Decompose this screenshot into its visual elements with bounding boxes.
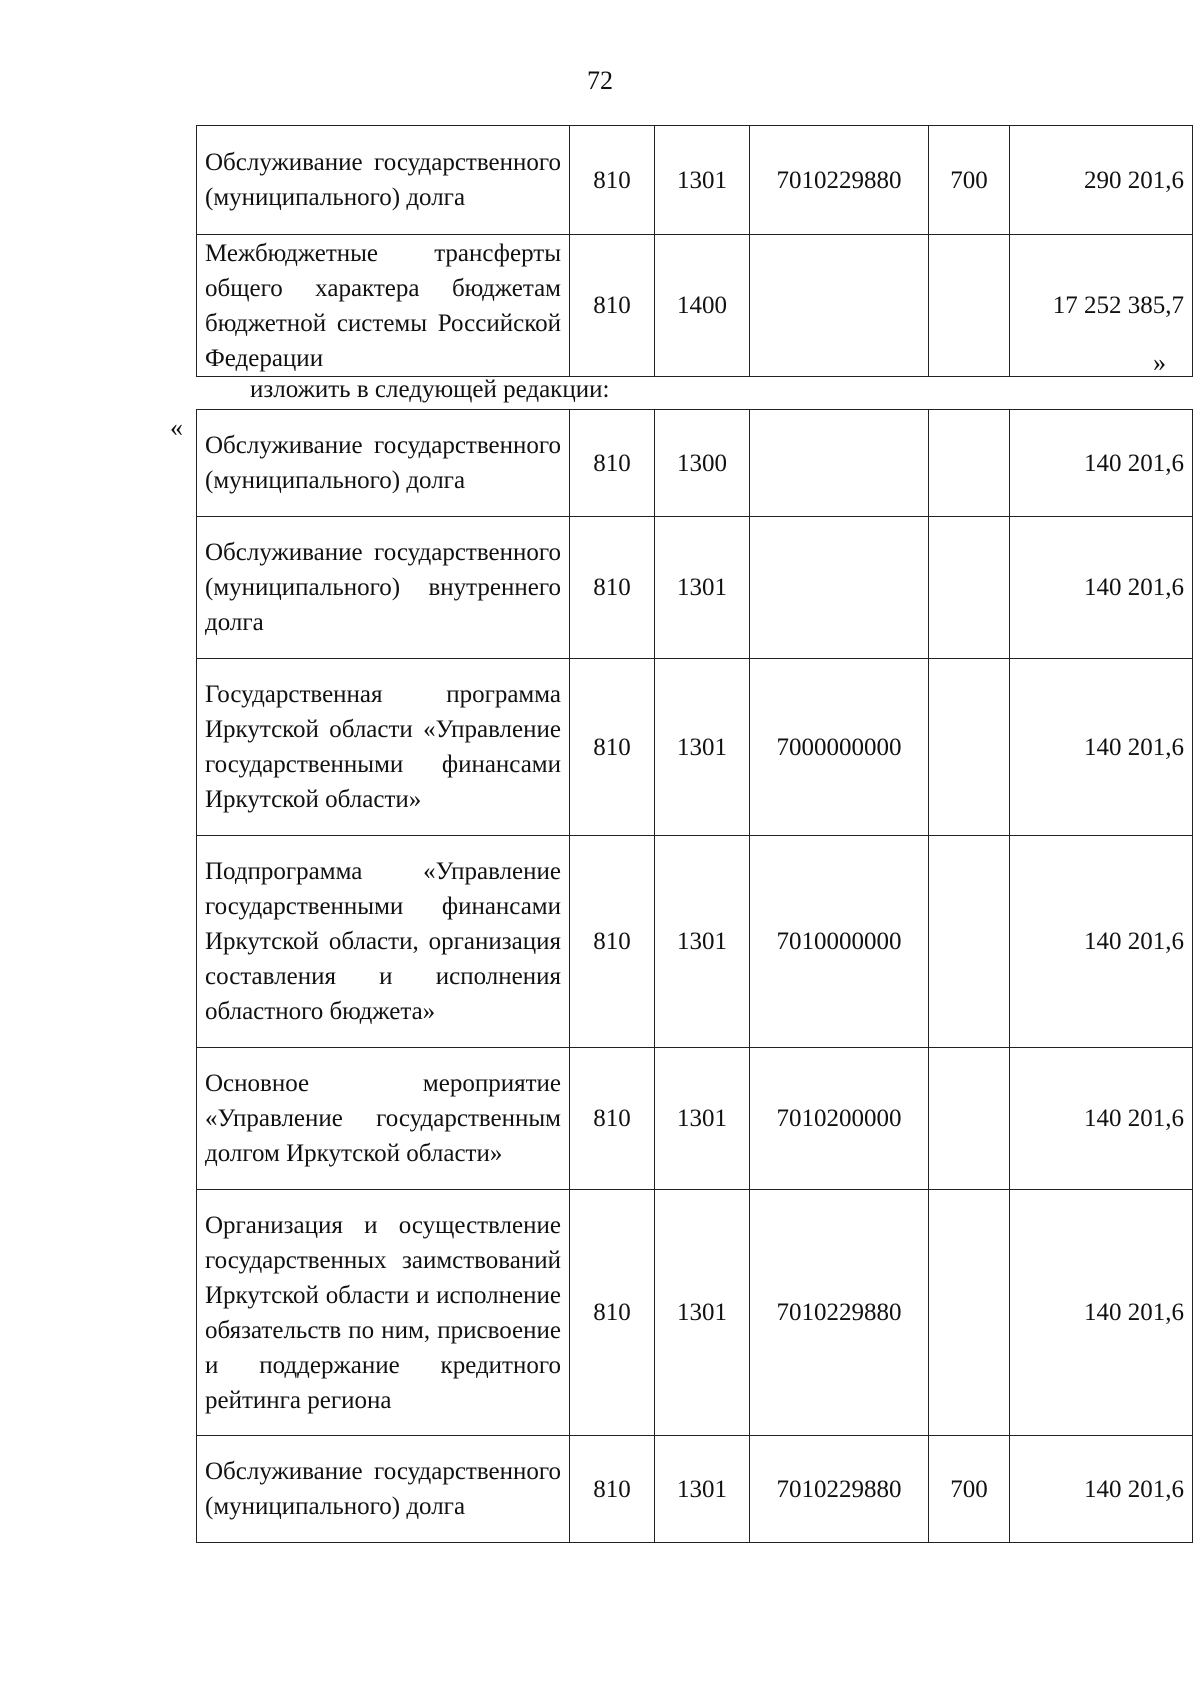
row-name: Межбюджетные трансферты общего характера бюджетам бюджетной системы Российской Федерации [197,235,570,377]
section-code: 1301 [655,126,750,235]
amount: 140 201,6 [1010,1048,1193,1190]
section-code: 1400 [655,235,750,377]
target-article-code: 7010000000 [750,836,929,1048]
amount: 140 201,6 [1010,1436,1193,1543]
amount: 290 201,6 [1010,126,1193,235]
row-name: Обслуживание государственного (муниципального) долга [197,1436,570,1543]
ministry-code: 810 [570,1190,655,1436]
expense-type-code [929,517,1010,659]
table-row [197,410,1193,517]
amount: 140 201,6 [1010,517,1193,659]
row-name: Организация и осуществление государственных заимствований Иркутской области и исполнение обязательств по ним, присвоение и поддержание кредитного рейтинга региона [197,1190,570,1436]
expense-type-code [929,659,1010,836]
amount: 140 201,6 [1010,836,1193,1048]
old-budget-table [196,125,1193,377]
closing-quote: » [1153,348,1166,377]
row-name: Основное мероприятие «Управление государственным долгом Иркутской области» [197,1048,570,1190]
section-code: 1301 [655,1048,750,1190]
target-article-code [750,410,929,517]
ministry-code: 810 [570,235,655,377]
section-code: 1301 [655,659,750,836]
ministry-code: 810 [570,1436,655,1543]
target-article-code [750,235,929,377]
expense-type-code [929,836,1010,1048]
target-article-code [750,517,929,659]
row-name: Государственная программа Иркутской области «Управление государственными финансами Иркутской области» [197,659,570,836]
ministry-code: 810 [570,517,655,659]
table-row [197,126,1193,235]
row-name: Обслуживание государственного (муниципального) внутреннего долга [197,517,570,659]
target-article-code: 7010200000 [750,1048,929,1190]
amount: 140 201,6 [1010,410,1193,517]
opening-quote: « [170,413,183,442]
expense-type-code: 700 [929,1436,1010,1543]
section-code: 1301 [655,1436,750,1543]
amount: 140 201,6 [1010,659,1193,836]
table-row [197,1436,1193,1543]
target-article-code: 7010229880 [750,1436,929,1543]
ministry-code: 810 [570,126,655,235]
target-article-code: 7010229880 [750,126,929,235]
expense-type-code: 700 [929,126,1010,235]
page-number: 72 [587,66,613,95]
amount: 140 201,6 [1010,1190,1193,1436]
expense-type-code [929,235,1010,377]
table-row [197,235,1193,377]
amount: 17 252 385,7 [1010,235,1193,377]
section-code: 1301 [655,517,750,659]
expense-type-code [929,410,1010,517]
table-row [197,1190,1193,1436]
row-name: Обслуживание государственного (муниципального) долга [197,410,570,517]
section-code: 1301 [655,836,750,1048]
target-article-code: 7000000000 [750,659,929,836]
row-name: Подпрограмма «Управление государственными финансами Иркутской области, организация составления и исполнения областного бюджета» [197,836,570,1048]
table-row [197,836,1193,1048]
row-name: Обслуживание государственного (муниципального) долга [197,126,570,235]
table-row [197,1048,1193,1190]
ministry-code: 810 [570,1048,655,1190]
ministry-code: 810 [570,659,655,836]
expense-type-code [929,1048,1010,1190]
section-code: 1301 [655,1190,750,1436]
table-row [197,659,1193,836]
ministry-code: 810 [570,410,655,517]
target-article-code: 7010229880 [750,1190,929,1436]
new-budget-table [196,409,1193,1543]
table-row [197,517,1193,659]
expense-type-code [929,1190,1010,1436]
ministry-code: 810 [570,836,655,1048]
section-code: 1300 [655,410,750,517]
instruction-text: изложить в следующей редакции: [250,376,610,403]
